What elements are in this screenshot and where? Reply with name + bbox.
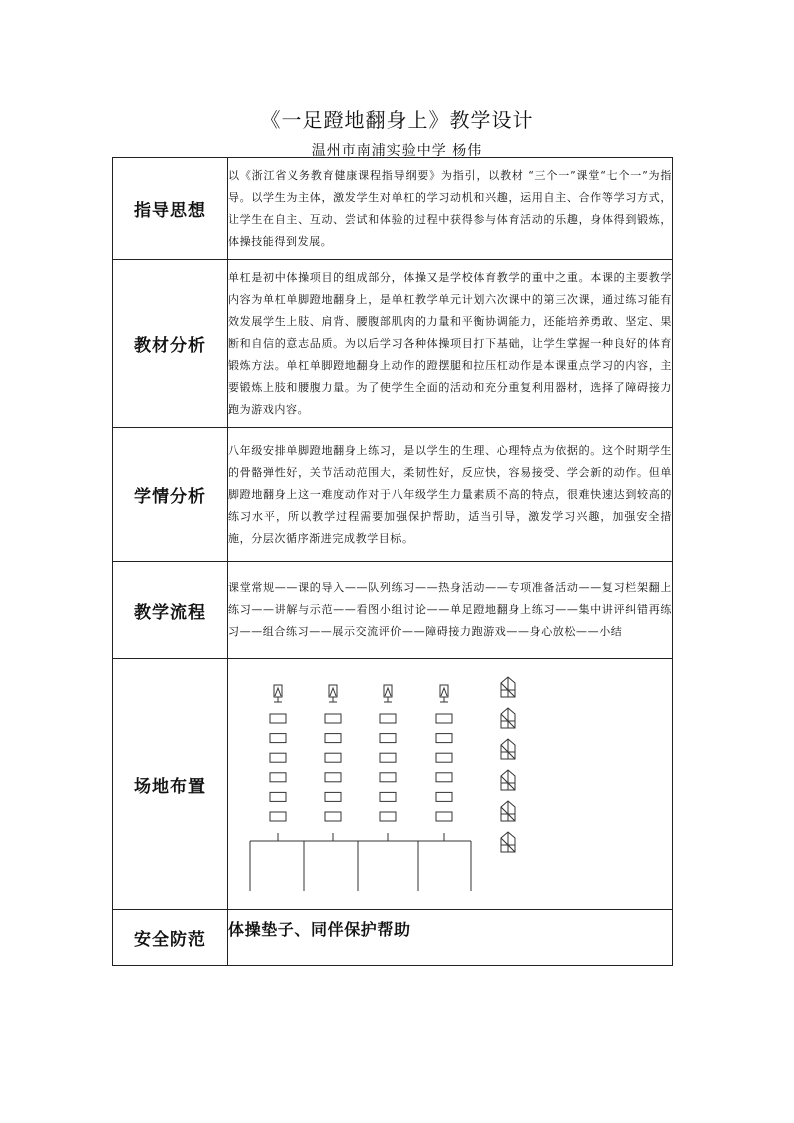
student-marker [380,812,396,821]
student-marker [270,714,286,723]
obstacle-cone-icon [501,801,515,821]
table-row [113,562,673,659]
table-row [113,428,673,562]
student-marker [380,792,396,801]
student-marker [270,812,286,821]
student-marker [325,773,341,782]
helper-marker [274,685,282,702]
student-marker [270,734,286,743]
student-marker [380,734,396,743]
table-row [113,659,673,910]
student-marker [380,773,396,782]
table-row [113,910,673,966]
venue-layout-diagram [228,659,672,909]
student-marker [325,812,341,821]
helper-marker [384,685,392,702]
row-label-teaching-process: 教学流程 [113,562,228,659]
obstacle-cone-icon [501,677,515,697]
obstacle-cone-icon [501,739,515,759]
row-content-venue-layout [228,659,673,910]
student-marker [436,792,452,801]
obstacle-cone-icon [501,832,515,852]
obstacle-cone-icon [501,708,515,728]
row-content-material-analysis: 单杠是初中体操项目的组成部分，体操又是学校体育教学的重中之重。本课的主要教学内容为单杠单脚蹬地翻身上，是单杠教学单元计划六次课中的第三次课，通过练习能有效发展学生上肢、肩背、腰腹部肌肉的力量和平衡协调能力，还能培养勇敢、坚定、果断和自信的意志品质。为以后学习各种体操项目打下基础，让学生掌握一种良好的体育锻炼方法。单杠单脚蹬地翻身上动作的蹬摆腿和拉压杠动作是本课重点学习的内容，主要锻炼上肢和腰腹力量。为了使学生全面的活动和充分重复利用器材，选择了障碍接力跑为游戏内容。 [228,260,673,428]
document-title: 《一足蹬地翻身上》教学设计 [260,108,534,132]
row-content-guiding-ideology: 以《浙江省义务教育健康课程指导纲要》为指引，以教材 “三个一”课堂“七个一”为指导。以学生为主体，激发学生对单杠的学习动机和兴趣，运用自主、合作等学习方式，让学生在自主、互动、尝试和体验的过程中获得参与体育活动的乐趣，身体得到锻炼，体操技能得到发展。 [228,158,673,260]
document-author: 温州市南浦实验中学 杨伟 [311,143,483,159]
student-marker [380,753,396,762]
row-label-safety: 安全防范 [113,910,228,966]
student-marker [325,753,341,762]
helper-marker [329,685,337,702]
student-marker [436,812,452,821]
student-marker [436,773,452,782]
row-label-venue-layout: 场地布置 [113,659,228,910]
table-row [113,158,673,260]
obstacle-cone-icon [501,770,515,790]
student-marker [270,753,286,762]
student-marker [270,792,286,801]
student-marker [436,714,452,723]
student-marker [325,714,341,723]
student-marker [436,734,452,743]
student-marker [325,734,341,743]
lesson-plan-table [112,157,673,966]
row-label-material-analysis: 教材分析 [113,260,228,428]
student-marker [325,792,341,801]
table-row [113,260,673,428]
student-marker [380,714,396,723]
helper-marker [440,685,448,702]
row-content-student-analysis: 八年级安排单脚蹬地翻身上练习，是以学生的生理、心理特点为依据的。这个时期学生的骨骼弹性好，关节活动范围大，柔韧性好，反应快，容易接受、学会新的动作。但单脚蹬地翻身上这一难度动作对于八年级学生力量素质不高的特点，很难快速达到较高的练习水平，所以教学过程需要加强保护帮助，适当引导，激发学习兴趣，加强安全措施，分层次循序渐进完成教学目标。 [228,428,673,562]
row-label-guiding-ideology: 指导思想 [113,158,228,260]
student-marker [270,773,286,782]
row-label-student-analysis: 学情分析 [113,428,228,562]
row-content-teaching-process: 课堂常规——课的导入——队列练习——热身活动——专项准备活动——复习栏架翻上练习——讲解与示范——看图小组讨论——单足蹬地翻身上练习——集中讲评纠错再练习——组合练习——展示交流评价——障碍接力跑游戏——身心放松——小结 [228,562,673,659]
row-content-safety: 体操垫子、同伴保护帮助 [228,910,673,966]
student-marker [436,753,452,762]
